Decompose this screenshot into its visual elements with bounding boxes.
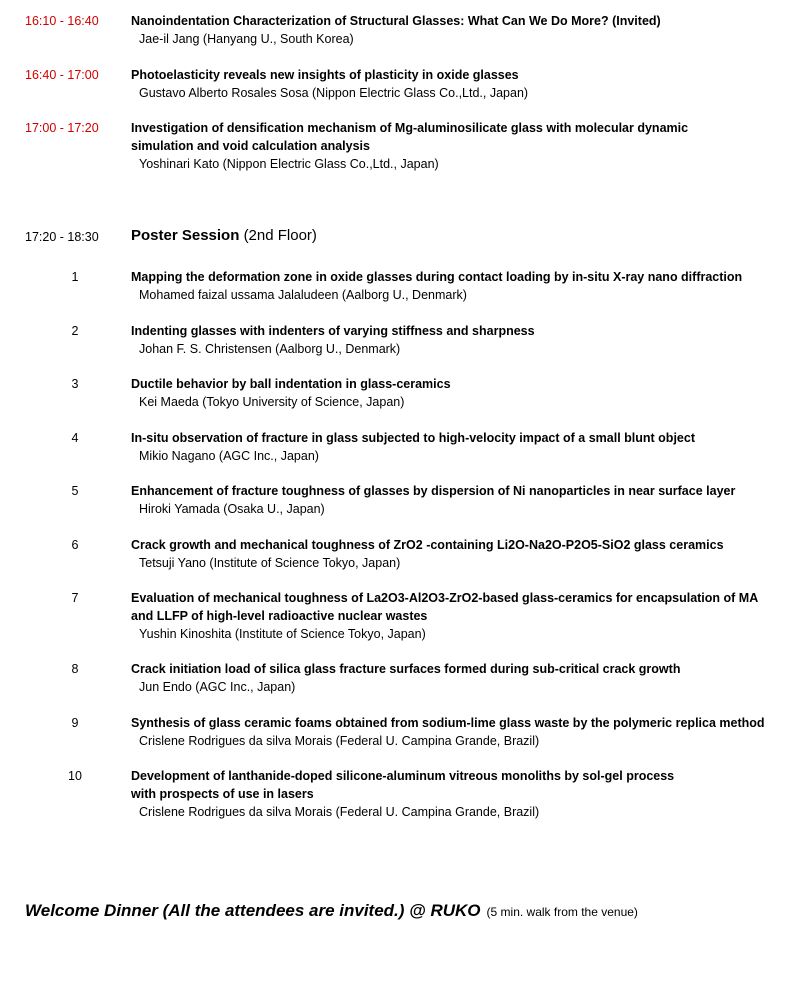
poster-session-title: Poster Session <box>131 227 240 244</box>
welcome-dinner-title: Welcome Dinner (All the attendees are invited.) @ RUKO <box>25 901 481 920</box>
poster-author: Crislene Rodrigues da silva Morais (Federal U. Campina Grande, Brazil) <box>139 734 540 748</box>
poster-number: 4 <box>71 431 79 445</box>
poster-author: Mikio Nagano (AGC Inc., Japan) <box>139 449 319 463</box>
poster-author: Kei Maeda (Tokyo University of Science, Japan) <box>139 395 405 409</box>
poster-author: Tetsuji Yano (Institute of Science Tokyo, Japan) <box>139 556 401 570</box>
poster-title-line: and LLFP of high-level radioactive nuclear wastes <box>131 609 428 623</box>
talk-author: Jae-il Jang (Hanyang U., South Korea) <box>139 32 354 46</box>
poster-title: Synthesis of glass ceramic foams obtained from sodium-lime glass waste by the polymeric replica method <box>131 716 765 730</box>
poster-title: Enhancement of fracture toughness of glasses by dispersion of Ni nanoparticles in near surface layer <box>131 484 736 498</box>
poster-number: 5 <box>71 484 79 498</box>
poster-author: Jun Endo (AGC Inc., Japan) <box>139 680 296 694</box>
talk-author: Yoshinari Kato (Nippon Electric Glass Co.,Ltd., Japan) <box>139 157 439 171</box>
welcome-dinner <box>25 900 638 923</box>
poster-author: Mohamed faizal ussama Jalaludeen (Aalborg U., Denmark) <box>139 288 467 302</box>
poster-title: In-situ observation of fracture in glass subjected to high-velocity impact of a small blunt object <box>131 431 695 445</box>
talk-time: 17:00 - 17:20 <box>25 121 99 135</box>
talk-title: Nanoindentation Characterization of Structural Glasses: What Can We Do More? (Invited) <box>131 14 661 28</box>
poster-title: Mapping the deformation zone in oxide glasses during contact loading by in-situ X-ray nano diffraction <box>131 270 743 284</box>
poster-title: Crack initiation load of silica glass fracture surfaces formed during sub-critical crack growth <box>131 662 681 676</box>
talk-title-line: Investigation of densification mechanism of Mg-aluminosilicate glass with molecular dynamic <box>131 121 689 135</box>
talk-title-line: simulation and void calculation analysis <box>131 139 370 153</box>
talk-time: 16:40 - 17:00 <box>25 68 99 82</box>
poster-number: 1 <box>71 270 79 284</box>
poster-title <box>131 589 781 625</box>
poster-title <box>131 767 781 803</box>
talk-time: 16:10 - 16:40 <box>25 14 99 28</box>
poster-title: Crack growth and mechanical toughness of ZrO2 -containing Li2O-Na2O-P2O5-SiO2 glass ceramics <box>131 538 724 552</box>
poster-session-time: 17:20 - 18:30 <box>25 230 99 244</box>
poster-author: Crislene Rodrigues da silva Morais (Federal U. Campina Grande, Brazil) <box>139 805 540 819</box>
poster-session-heading <box>131 226 317 246</box>
poster-author: Hiroki Yamada (Osaka U., Japan) <box>139 502 325 516</box>
poster-number: 9 <box>71 716 79 730</box>
talk-title <box>131 119 781 155</box>
talk-title: Photoelasticity reveals new insights of plasticity in oxide glasses <box>131 68 519 82</box>
poster-author: Johan F. S. Christensen (Aalborg U., Denmark) <box>139 342 401 356</box>
poster-title: Indenting glasses with indenters of varying stiffness and sharpness <box>131 324 535 338</box>
poster-number: 2 <box>71 324 79 338</box>
poster-title-line: with prospects of use in lasers <box>131 787 314 801</box>
poster-number: 3 <box>71 377 79 391</box>
poster-number: 10 <box>68 769 82 783</box>
poster-session-location: (2nd Floor) <box>243 227 317 244</box>
poster-title-line: Evaluation of mechanical toughness of La2O3-Al2O3-ZrO2-based glass-ceramics for encapsulation of MA <box>131 591 759 605</box>
poster-number: 7 <box>71 591 79 605</box>
talk-author: Gustavo Alberto Rosales Sosa (Nippon Electric Glass Co.,Ltd., Japan) <box>139 86 529 100</box>
poster-title: Ductile behavior by ball indentation in glass-ceramics <box>131 377 451 391</box>
poster-author: Yushin Kinoshita (Institute of Science Tokyo, Japan) <box>139 627 426 641</box>
poster-number: 8 <box>71 662 79 676</box>
poster-number: 6 <box>71 538 79 552</box>
welcome-dinner-note: (5 min. walk from the venue) <box>486 905 638 919</box>
poster-title-line: Development of lanthanide-doped silicone-aluminum vitreous monoliths by sol-gel process <box>131 769 675 783</box>
